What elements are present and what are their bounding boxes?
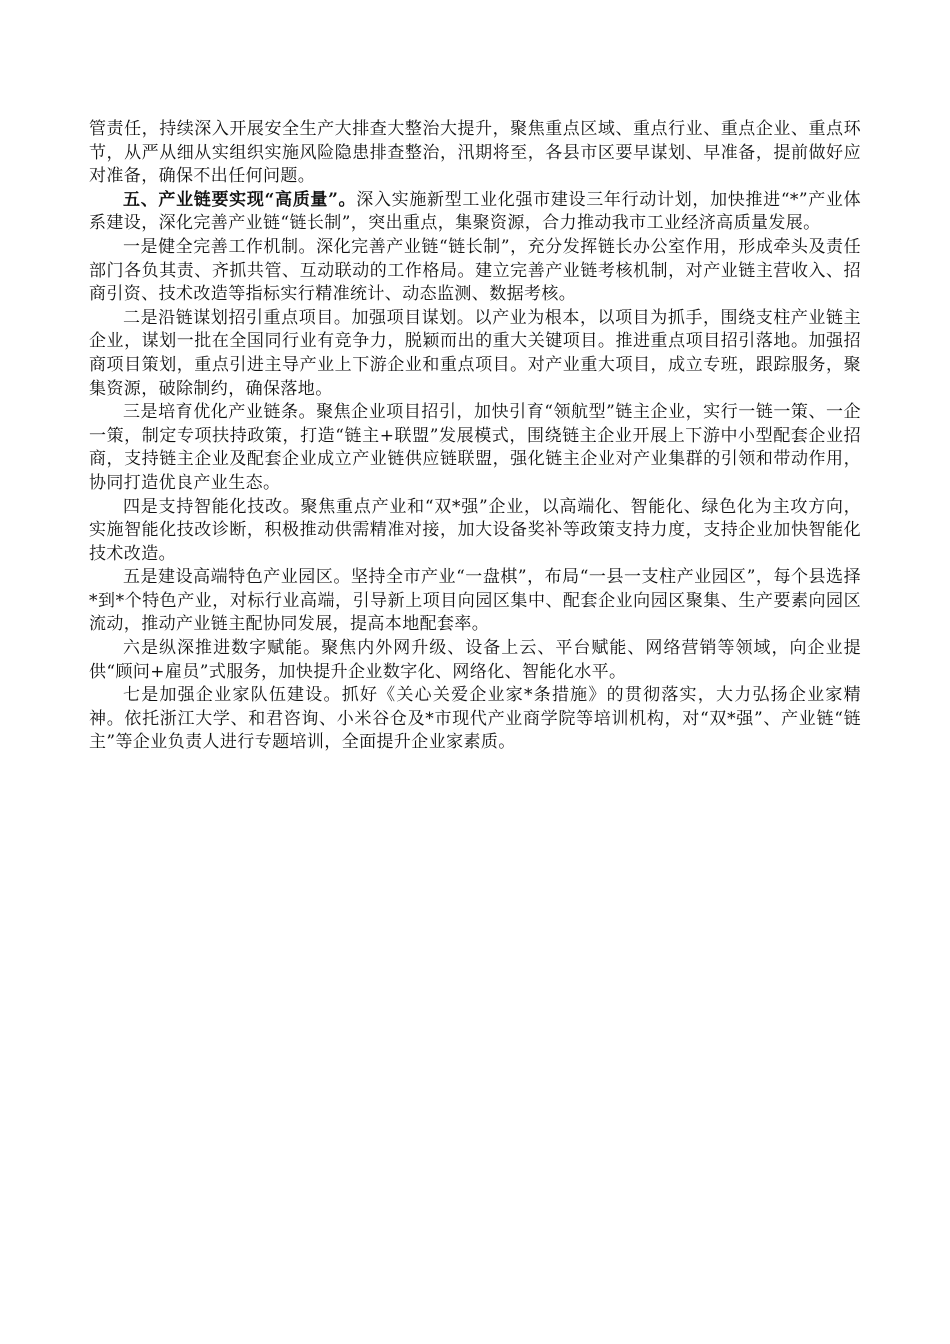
paragraph-section-five (89, 189, 861, 236)
paragraph-item-two (89, 307, 861, 401)
paragraph-text: 七是加强企业家队伍建设。抓好《关心关爱企业家*条措施》的贯彻落实，大力弘扬企业家精神。依托浙江大学、和君咨询、小米谷仓及*市现代产业商学院等培训机构，对“双*强”、产业链“链主”等企业负责人进行专题培训，全面提升企业家素质。 (89, 685, 861, 753)
paragraph-item-three (89, 401, 861, 495)
paragraph-text: 一是健全完善工作机制。深化完善产业链“链长制”，充分发挥链长办公室作用，形成牵头及责任部门各负其责、齐抓共管、互动联动的工作格局。建立完善产业链考核机制，对产业链主营收入、招商引资、技术改造等指标实行精准统计、动态监测、数据考核。 (89, 236, 861, 305)
paragraph-item-seven (89, 684, 861, 755)
section-heading: 五、产业链要实现“高质量”。 (123, 189, 357, 210)
paragraph-text: 管责任，持续深入开展安全生产大排查大整治大提升，聚焦重点区域、重点行业、重点企业、重点环节，从严从细从实组织实施风险隐患排查整治，汛期将至，各县市区要早谋划、早准备，提前做好应对准备，确保不出任何问题。 (89, 119, 861, 187)
paragraph-item-six (89, 637, 861, 684)
paragraph-text: 三是培育优化产业链条。聚焦企业项目招引，加快引育“领航型”链主企业，实行一链一策、一企一策，制定专项扶持政策，打造“链主+联盟”发展模式，围绕链主企业开展上下游中小型配套企业招商，支持链主企业及配套企业成立产业链供应链联盟，强化链主企业对产业集群的引领和带动作用，协同打造优良产业生态。 (89, 402, 861, 493)
paragraph-text: 四是支持智能化技改。聚焦重点产业和“双*强”企业，以高端化、智能化、绿色化为主攻方向，实施智能化技改诊断，积极推动供需精准对接，加大设备奖补等政策支持力度，支持企业加快智能化技术改造。 (89, 496, 861, 564)
paragraph-text: 五是建设高端特色产业园区。坚持全市产业“一盘棋”，布局“一县一支柱产业园区”，每个县选择*到*个特色产业，对标行业高端，引导新上项目向园区集中、配套企业向园区聚集、生产要素向园区流动，推动产业链主配协同发展，提高本地配套率。 (89, 567, 861, 635)
paragraph-item-five (89, 566, 861, 637)
document-body (89, 118, 861, 755)
paragraph-text: 深入实施新型工业化强市建设三年行动计划，加快推进“*”产业体系建设，深化完善产业链“链长制”，突出重点，集聚资源，合力推动我市工业经济高质量发展。 (89, 189, 862, 234)
paragraph-item-four (89, 496, 861, 567)
paragraph-item-one (89, 236, 861, 307)
paragraph-continuation (89, 118, 861, 189)
paragraph-text: 六是纵深推进数字赋能。聚焦内外网升级、设备上云、平台赋能、网络营销等领域，向企业提供“顾问+雇员”式服务，加快提升企业数字化、网络化、智能化水平。 (89, 638, 861, 682)
paragraph-text: 二是沿链谋划招引重点项目。加强项目谋划。以产业为根本，以项目为抓手，围绕支柱产业链主企业，谋划一批在全国同行业有竞争力，脱颖而出的重大关键项目。推进重点项目招引落地。加强招商项目策划，重点引进主导产业上下游企业和重点项目。对产业重大项目，成立专班，跟踪服务，聚集资源，破除制约，确保落地。 (89, 307, 861, 399)
